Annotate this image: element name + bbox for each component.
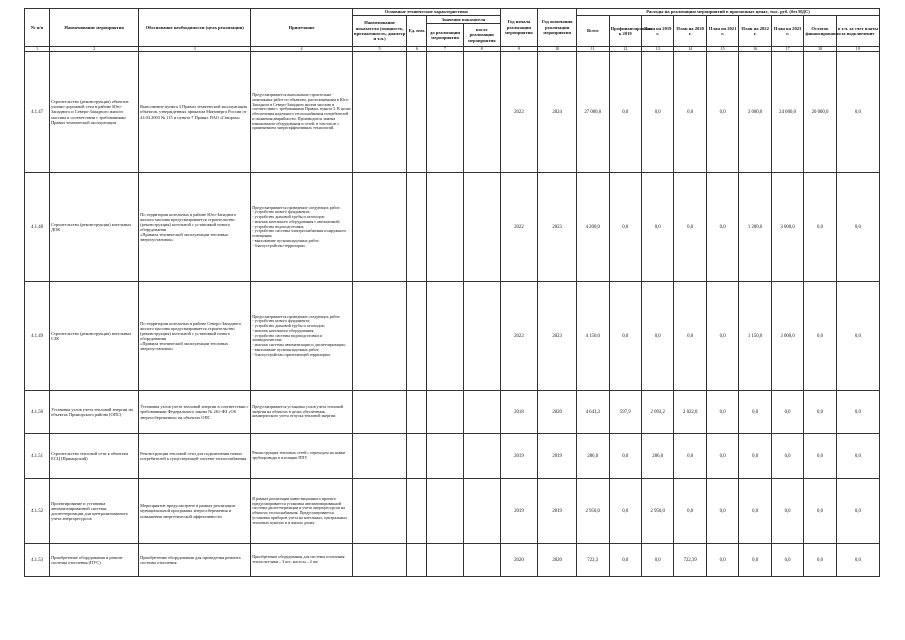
- cell-plan-2019-text: 286,0: [652, 453, 664, 459]
- cell-basis-text: По территории котельных в районе Северо-Западного жилого массива предусматривается строительство (реконструкция) котельной с установкой нового оборудования «Правила технической эксплуатации тепловых энергоустановок»: [140, 320, 242, 352]
- cell-basis-text: Выполнение пункта 3 Правил технической эксплуатации объектов, утвержденных приказом Минэнерго России от 24.03.2003 № 115 и пункта 7 Правил ПАО «Газпром»: [140, 104, 247, 120]
- cell-tech-name: [352, 282, 406, 391]
- cell-num: [25, 391, 50, 434]
- cell-incl-text: 0,0: [854, 557, 861, 563]
- cell-remaining: [804, 391, 836, 434]
- cell-plan-2022-text: 3 000,0: [747, 109, 763, 115]
- cell-num-text: 4.1.48: [31, 224, 44, 230]
- cell-event-text: Приобретение оборудования и ремонт системы отопления (ПУС): [51, 554, 123, 565]
- cell-year-end: [538, 479, 577, 544]
- header-note: Примечание: [251, 9, 353, 47]
- cell-plan-2023: [771, 544, 803, 577]
- cell-plan-2021-text: 0,0: [719, 453, 726, 459]
- cell-plan-2020-text: 0,0: [687, 508, 694, 514]
- header-basis: Обоснование необходимости (цель реализации): [139, 9, 251, 47]
- cell-plan-2022: [739, 282, 771, 391]
- cell-tech-name: [352, 391, 406, 434]
- cell-year-start: [500, 479, 538, 544]
- cell-incl: [836, 52, 879, 173]
- cell-plan-2022: [739, 479, 771, 544]
- cell-year-start-text: 2020: [514, 557, 524, 563]
- col-number: 5: [352, 47, 406, 52]
- cell-note: [251, 173, 353, 282]
- table-row: [25, 544, 880, 577]
- cell-after: [463, 52, 500, 173]
- table-row: [25, 434, 880, 479]
- cell-unit: [407, 391, 427, 434]
- cell-year-end-text: 2023: [552, 224, 562, 230]
- cell-plan-2019: [641, 434, 673, 479]
- cell-plan-2023: [771, 391, 803, 434]
- header-plan-2021: План на 2021 г.: [706, 16, 738, 47]
- cell-total: [577, 52, 609, 173]
- cell-plan-2020-text: 2 022,0: [682, 409, 698, 415]
- cell-remaining-text: 0,0: [817, 508, 824, 514]
- cell-basis: [139, 434, 251, 479]
- cell-total: [577, 282, 609, 391]
- col-number: 19: [836, 47, 879, 52]
- cell-incl: [836, 434, 879, 479]
- cell-plan-2019-text: 0,0: [654, 557, 661, 563]
- cell-plan-2022-text: 0,0: [752, 453, 759, 459]
- cell-year-start-text: 2022: [514, 109, 524, 115]
- cell-plan-2022-text: 0,0: [752, 409, 759, 415]
- cell-basis: [139, 52, 251, 173]
- cell-tech-name: [352, 479, 406, 544]
- cell-incl: [836, 544, 879, 577]
- cell-plan-2021-text: 0,0: [719, 557, 726, 563]
- col-number: 6: [407, 47, 427, 52]
- cell-incl: [836, 391, 879, 434]
- cell-total-text: 286,0: [587, 453, 599, 459]
- table-row: [25, 391, 880, 434]
- cell-plan-2019: [641, 391, 673, 434]
- cell-year-start-text: 2018: [514, 409, 524, 415]
- cell-plan-2019: [641, 544, 673, 577]
- cell-tech-name: [352, 52, 406, 173]
- cell-basis: [139, 391, 251, 434]
- cell-basis: [139, 282, 251, 391]
- cell-total-text: 2 950,0: [585, 508, 600, 514]
- cell-plan-2023-text: 0,0: [784, 453, 791, 459]
- cell-financed-text: 0,0: [622, 109, 629, 115]
- cell-event: [50, 434, 139, 479]
- cell-year-start: [500, 391, 538, 434]
- cell-plan-2021-text: 0,0: [719, 333, 726, 339]
- cell-year-end: [538, 544, 577, 577]
- cell-note: [251, 544, 353, 577]
- table-row: [25, 52, 880, 173]
- cell-plan-2020: [674, 282, 706, 391]
- cell-basis-text: Реконструкция тепловой сети для подключения новых потребителей к существующей системе теплоснабжения: [140, 450, 247, 461]
- cell-incl-text: 0,0: [854, 224, 861, 230]
- cell-event: [50, 282, 139, 391]
- cell-total: [577, 479, 609, 544]
- cell-note: [251, 52, 353, 173]
- header-unit: Ед. изм.: [407, 16, 427, 47]
- cell-remaining: [804, 282, 836, 391]
- cell-plan-2020: [674, 544, 706, 577]
- cell-plan-2021: [706, 434, 738, 479]
- cell-year-start-text: 2022: [514, 333, 524, 339]
- cell-year-end-text: 2023: [552, 333, 562, 339]
- cell-year-end: [538, 52, 577, 173]
- cell-unit: [407, 434, 427, 479]
- cell-before: [427, 434, 464, 479]
- cell-incl: [836, 173, 879, 282]
- cell-event-text: Строительство (реконструкция) объектов улично-дорожной сети в районе Юго-Западного и Северо-Западного жилого массива в соответствии с требованиями Правил технической эксплуатации: [51, 99, 129, 125]
- cell-plan-2021: [706, 544, 738, 577]
- cell-note-text: В рамках реализации инвестиционного проекта предусматривается установка автоматизированной системы диспетчеризации и учета энергоресурсов на объектах теплоснабжения. Предусматривается установка приборов учета на котельных, центральных тепловых пунктах и в жилых домах.: [252, 495, 348, 525]
- cell-plan-2021-text: 0,0: [719, 409, 726, 415]
- cell-plan-2023-text: 24 000,0: [779, 109, 796, 115]
- cell-plan-2022-text: 0,0: [752, 557, 759, 563]
- cell-year-start-text: 2019: [514, 453, 524, 459]
- cell-total-text: 4 150,0: [585, 333, 600, 339]
- cell-event-text: Строительство тепловой сети к объектам ЕСЦ (Приморский): [51, 450, 129, 461]
- cell-note-text: Предусматривается выполнение строительно-монтажных работ по объектам, расположенным в Юго-Западном и Северо-Западном жилом массиве в соответствии с требованиями Правил, пункта 3. В целях обеспечения надежного теплоснабжения потребителей и снижения аварийности. Производится замена изношенного оборудования и сетей, в том числе с применением энергоэффективных технологий.: [252, 92, 351, 131]
- cell-total: [577, 544, 609, 577]
- cell-plan-2021: [706, 282, 738, 391]
- cell-remaining-text: 0,0: [817, 333, 824, 339]
- cell-plan-2019-text: 2 950,0: [650, 508, 665, 514]
- cell-financed-text: 0,0: [622, 333, 629, 339]
- cell-plan-2023: [771, 52, 803, 173]
- col-number: 14: [674, 47, 706, 52]
- cell-plan-2020-text: 0,0: [687, 333, 694, 339]
- cell-financed-text: 0,0: [622, 508, 629, 514]
- header-remaining: Остаток финансирования: [804, 16, 836, 47]
- cell-plan-2019: [641, 479, 673, 544]
- cell-remaining-text: 20 000,0: [811, 109, 829, 115]
- cell-plan-2023: [771, 282, 803, 391]
- cell-event: [50, 52, 139, 173]
- cell-after: [463, 282, 500, 391]
- cell-num: [25, 52, 50, 173]
- cell-plan-2022-text: 1 150,0: [747, 333, 763, 339]
- cell-note-text: Реконструкция тепловых сетей с переходом на новые трубопроводы в изоляции ППУ.: [252, 450, 346, 460]
- cell-unit: [407, 52, 427, 173]
- cell-basis: [139, 479, 251, 544]
- table-row: [25, 479, 880, 544]
- cell-year-start-text: 2022: [514, 224, 524, 230]
- cell-plan-2022: [739, 52, 771, 173]
- header-financed: Профинансировано к 2019: [609, 16, 641, 47]
- header-value-group: Значение показателя: [427, 16, 500, 24]
- cell-plan-2023-text: 0,0: [784, 557, 791, 563]
- cell-before: [427, 544, 464, 577]
- cell-event: [50, 544, 139, 577]
- header-tech-group: Основные технические характеристики: [352, 9, 500, 16]
- cell-financed: [609, 391, 641, 434]
- cell-num-text: 4.1.50: [31, 409, 44, 415]
- cell-plan-2023-text: 3 000,0: [780, 224, 795, 230]
- cell-basis: [139, 544, 251, 577]
- cell-after: [463, 391, 500, 434]
- cell-remaining: [804, 544, 836, 577]
- cell-event-text: Установка узлов учета тепловой энергии на объектах Приморского района (ОПС): [51, 406, 133, 417]
- cell-num-text: 4.1.51: [31, 453, 44, 459]
- cell-total-text: 27 000,0: [584, 109, 602, 115]
- cell-unit: [407, 544, 427, 577]
- header-event: Наименование мероприятия: [50, 9, 139, 47]
- cell-remaining: [804, 434, 836, 479]
- cell-plan-2020-text: 0,0: [687, 453, 694, 459]
- cell-year-start: [500, 282, 538, 391]
- cell-plan-2022: [739, 434, 771, 479]
- cell-financed: [609, 282, 641, 391]
- cell-basis: [139, 173, 251, 282]
- header-total: Всего: [577, 16, 609, 47]
- cell-financed: [609, 434, 641, 479]
- cell-plan-2020: [674, 434, 706, 479]
- cell-plan-2023-text: 3 000,0: [780, 333, 795, 339]
- header-tech-name: Наименование показателя (мощность, протяженность, диаметр и т.п.): [352, 16, 406, 47]
- cell-after: [463, 173, 500, 282]
- cell-num-text: 4.1.47: [31, 109, 44, 115]
- cell-remaining-text: 0,0: [817, 409, 824, 415]
- cell-financed-text: 597,9: [619, 409, 631, 415]
- header-plan-2022: План на 2022 г.: [739, 16, 771, 47]
- col-number: 1: [25, 47, 50, 52]
- col-number: 13: [641, 47, 673, 52]
- cell-year-end: [538, 391, 577, 434]
- cell-plan-2023-text: 0,0: [784, 508, 791, 514]
- cell-incl: [836, 479, 879, 544]
- cell-basis-text: По территории котельных в районе Юго-Западного жилого массива предусматривается строительство (реконструкция) котельной с установкой нового оборудования «Правила технической эксплуатации тепловых энергоустановок»: [140, 211, 237, 243]
- cell-plan-2021-text: 0,0: [719, 109, 726, 115]
- cell-financed-text: 0,0: [622, 557, 629, 563]
- cell-total-text: 722,3: [587, 557, 599, 563]
- cell-note: [251, 282, 353, 391]
- cell-remaining: [804, 479, 836, 544]
- col-number: 10: [538, 47, 577, 52]
- cell-total: [577, 173, 609, 282]
- cell-year-end-text: 2019: [552, 508, 562, 514]
- cell-before: [427, 52, 464, 173]
- col-number: 2: [50, 47, 139, 52]
- cell-total-text: 4 200,0: [585, 224, 600, 230]
- cell-incl-text: 0,0: [854, 508, 861, 514]
- cell-plan-2023: [771, 173, 803, 282]
- header-plan-2019: План на 2019 г.: [641, 16, 673, 47]
- cell-before: [427, 173, 464, 282]
- cell-plan-2023: [771, 479, 803, 544]
- cell-financed-text: 0,0: [622, 453, 629, 459]
- cell-plan-2023-text: 0,0: [784, 409, 791, 415]
- cell-num: [25, 282, 50, 391]
- cell-plan-2019: [641, 282, 673, 391]
- cell-year-end-text: 2024: [552, 109, 562, 115]
- cell-plan-2021: [706, 479, 738, 544]
- cell-num: [25, 434, 50, 479]
- cell-plan-2021-text: 0,0: [719, 224, 726, 230]
- cell-after: [463, 434, 500, 479]
- cell-plan-2022: [739, 173, 771, 282]
- table-body: [25, 52, 880, 577]
- cell-num-text: 4.1.53: [31, 557, 44, 563]
- cell-note-text: Предусматривается проведение следующих работ: - устройство нового фундамента; - устройство дымовой трубы и газоходов; - монтаж котельного оборудования с автоматикой; - устройство водоподготовки; - устройство системы электроснабжения и наружного освещения; - выполнение пусконаладочных работ; - благоустройство территории.: [252, 204, 347, 248]
- cell-year-start: [500, 52, 538, 173]
- col-number: 4: [251, 47, 353, 52]
- cell-plan-2020-text: 0,0: [687, 109, 694, 115]
- cell-plan-2021: [706, 391, 738, 434]
- table-row: [25, 173, 880, 282]
- col-number: 7: [427, 47, 464, 52]
- col-number: 11: [577, 47, 609, 52]
- cell-after: [463, 479, 500, 544]
- col-number: 8: [463, 47, 500, 52]
- cell-plan-2020: [674, 52, 706, 173]
- col-number: 16: [739, 47, 771, 52]
- cell-before: [427, 479, 464, 544]
- cell-year-end: [538, 282, 577, 391]
- header-num: № п/п: [25, 9, 50, 47]
- header-before: до реализации мероприятия: [427, 24, 464, 47]
- cell-num-text: 4.1.49: [31, 333, 44, 339]
- cell-total: [577, 434, 609, 479]
- cell-financed: [609, 544, 641, 577]
- cell-event-text: Проектирование и установка автоматизированной системы диспетчеризации для централизованного учета энергоресурсов: [51, 500, 128, 522]
- cell-plan-2019: [641, 173, 673, 282]
- cell-year-start-text: 2019: [514, 508, 524, 514]
- cell-total-text: 4 643,3: [585, 409, 600, 415]
- cell-plan-2023: [771, 434, 803, 479]
- cell-incl-text: 0,0: [854, 109, 861, 115]
- cell-plan-2020: [674, 173, 706, 282]
- cell-year-end: [538, 173, 577, 282]
- cell-year-end-text: 2020: [552, 557, 562, 563]
- cell-event: [50, 391, 139, 434]
- col-number: 12: [609, 47, 641, 52]
- cell-event: [50, 173, 139, 282]
- header-after: после реализации мероприятия: [463, 24, 500, 47]
- cell-after: [463, 544, 500, 577]
- cell-event-text: Строительство (реконструкция) котельных ДОК: [51, 221, 132, 232]
- cell-before: [427, 391, 464, 434]
- cell-incl-text: 0,0: [854, 333, 861, 339]
- cell-plan-2019-text: 2 093,2: [650, 409, 665, 415]
- cell-event-text: Строительство (реконструкция) котельных СЗК: [51, 330, 132, 341]
- header-costs-group: Расходы на реализацию мероприятий в прогнозных ценах, тыс. руб. (без НДС): [577, 9, 880, 16]
- cell-plan-2020-text: 0,0: [687, 224, 694, 230]
- cell-remaining: [804, 52, 836, 173]
- cell-num: [25, 173, 50, 282]
- cell-note: [251, 434, 353, 479]
- cell-basis-text: Приобретение оборудования для проведения ремонта системы отопления: [140, 554, 241, 565]
- cell-tech-name: [352, 173, 406, 282]
- cell-year-end: [538, 434, 577, 479]
- cell-basis-text: Мероприятие предусмотрено в рамках реализации муниципальной программы энергосбережения и повышения энергетической эффективности: [140, 503, 235, 519]
- cell-plan-2022: [739, 391, 771, 434]
- cell-num: [25, 544, 50, 577]
- header-plan-2023: План на 2023 г.: [771, 16, 803, 47]
- cell-unit: [407, 479, 427, 544]
- cell-plan-2019: [641, 52, 673, 173]
- col-number: 18: [804, 47, 836, 52]
- cell-remaining-text: 0,0: [817, 453, 824, 459]
- cell-year-start: [500, 173, 538, 282]
- cell-year-start: [500, 544, 538, 577]
- cell-remaining-text: 0,0: [817, 224, 824, 230]
- cell-num: [25, 479, 50, 544]
- cell-event: [50, 479, 139, 544]
- col-number: 17: [771, 47, 803, 52]
- col-number: 15: [706, 47, 738, 52]
- cell-before: [427, 282, 464, 391]
- cell-note-text: Предусматривается проведение следующих работ: - устройство нового фундамента; - устройство дымовой трубы и газоходов; - монтаж котельного оборудования; - устройство системы водоподготовки и химводоочистки; - монтаж системы автоматизации и диспетчеризации; - выполнение пусконаладочных работ; - благоустройство прилегающей территории.: [252, 313, 346, 357]
- cell-unit: [407, 173, 427, 282]
- cell-unit: [407, 282, 427, 391]
- cell-tech-name: [352, 544, 406, 577]
- cell-financed: [609, 52, 641, 173]
- cell-plan-2019-text: 0,0: [654, 109, 661, 115]
- cell-year-end-text: 2019: [552, 453, 562, 459]
- cell-plan-2020: [674, 391, 706, 434]
- header-plan-2020: План на 2020 г.: [674, 16, 706, 47]
- col-number: 9: [500, 47, 538, 52]
- cell-year-end-text: 2020: [552, 409, 562, 415]
- cell-incl: [836, 282, 879, 391]
- table-row: [25, 282, 880, 391]
- cell-plan-2022-text: 1 200,0: [747, 224, 763, 230]
- header-incl: в т.ч. за счет платы за подключение: [836, 16, 879, 47]
- col-number: 3: [139, 47, 251, 52]
- cell-plan-2021: [706, 173, 738, 282]
- header-year-end: Год окончания реализации мероприятия: [538, 9, 577, 47]
- cell-plan-2019-text: 0,0: [654, 333, 661, 339]
- cell-incl-text: 0,0: [854, 409, 861, 415]
- cell-note-text: Приобретение оборудования для системы отопления: теплосчетчики – 3 шт.; насосы – 4 шт.: [252, 554, 346, 564]
- header-year-start: Год начала реализации мероприятия: [500, 9, 538, 47]
- cell-financed: [609, 479, 641, 544]
- cell-total: [577, 391, 609, 434]
- cell-plan-2020: [674, 479, 706, 544]
- cell-remaining: [804, 173, 836, 282]
- cell-plan-2021-text: 0,0: [719, 508, 726, 514]
- cell-note: [251, 479, 353, 544]
- cell-year-start: [500, 434, 538, 479]
- cell-note: [251, 391, 353, 434]
- cell-note-text: Предусматривается установка узлов учета тепловой энергии на объектах в целях обеспечения коммерческого учета отпуска тепловой энергии.: [252, 403, 344, 419]
- cell-financed-text: 0,0: [622, 224, 629, 230]
- cell-plan-2021: [706, 52, 738, 173]
- cell-plan-2022: [739, 544, 771, 577]
- cell-remaining-text: 0,0: [817, 557, 824, 563]
- cell-plan-2020-text: 722,39: [683, 557, 697, 563]
- cell-tech-name: [352, 434, 406, 479]
- cell-incl-text: 0,0: [854, 453, 861, 459]
- cell-basis-text: Установка узлов учета тепловой энергии в соответствии с требованиями Федерального закона № 261-ФЗ «Об энергосбережении» на объектах ОПС: [140, 404, 249, 420]
- investment-program-table: [24, 8, 880, 577]
- cell-num-text: 4.1.52: [31, 508, 44, 514]
- cell-plan-2022-text: 0,0: [752, 508, 759, 514]
- cell-plan-2019-text: 0,0: [654, 224, 661, 230]
- cell-financed: [609, 173, 641, 282]
